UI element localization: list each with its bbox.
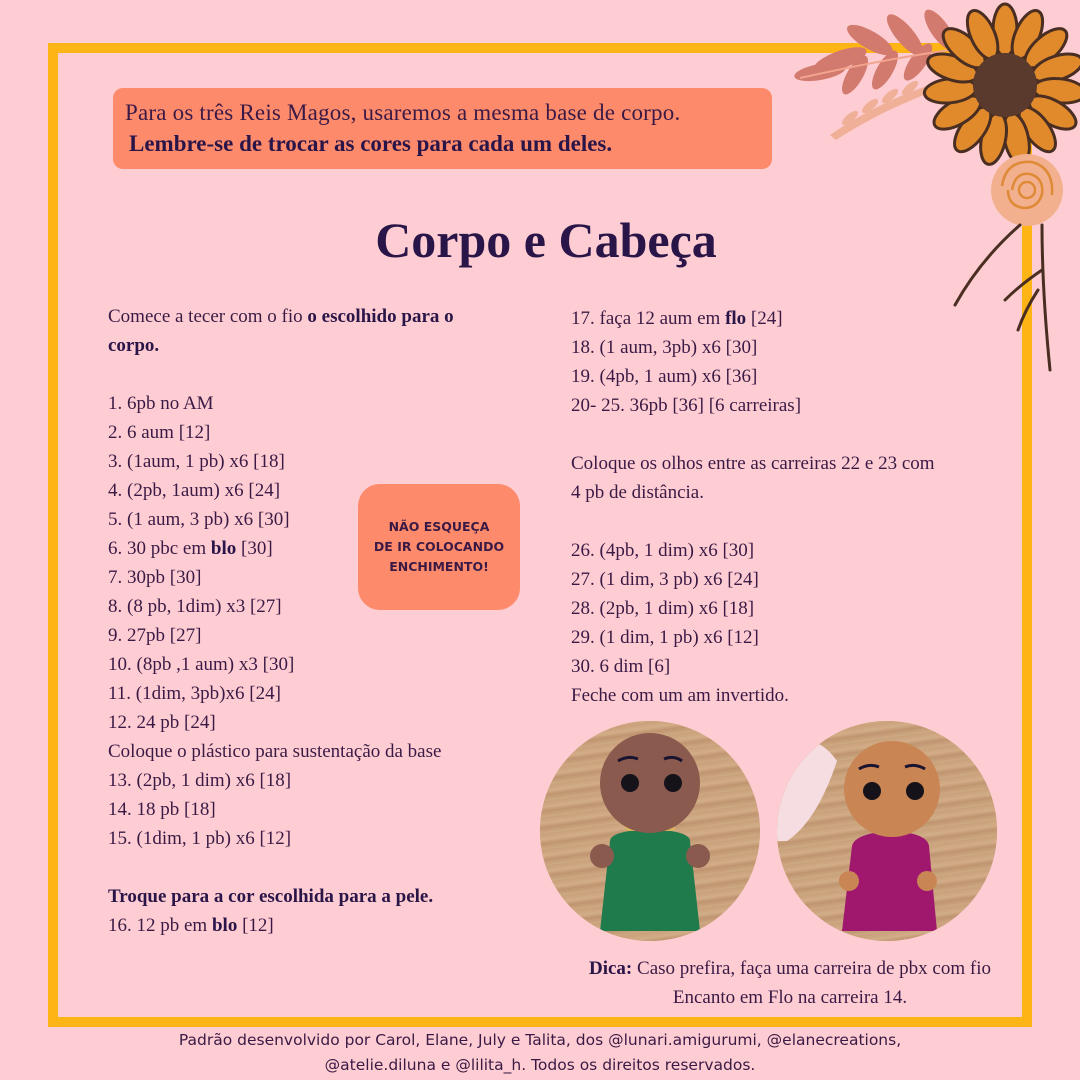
intro-plain: Comece a tecer com o fio (108, 306, 308, 327)
instructions-right-column (571, 304, 991, 710)
instruction-note: Coloque o plástico para sustentação da base (108, 741, 442, 762)
tip-text: Dica: Caso prefira, faça uma carreira de pbx com fio Encanto em Flo na carreira 14. (589, 958, 991, 1008)
doll-illustration-icon (777, 721, 997, 941)
change-color-heading: Troque para a cor escolhida para a pele. (108, 886, 434, 907)
round-item: 29. (1 dim, 1 pb) x6 [12] (571, 627, 759, 648)
eyes-instruction: Coloque os olhos entre as carreiras 22 e 23 com (571, 453, 935, 474)
intro-text (108, 302, 508, 360)
round-item: 16. 12 pb em blo [12] (108, 915, 274, 936)
round-item: 5. (1 aum, 3 pb) x6 [30] (108, 509, 290, 530)
round-item: 13. (2pb, 1 dim) x6 [18] (108, 770, 292, 791)
round-item: 4. (2pb, 1aum) x6 [24] (108, 480, 281, 501)
page-title: Corpo e Cabeça (375, 212, 717, 268)
round-item: 26. (4pb, 1 dim) x6 [30] (571, 540, 755, 561)
intro-banner (113, 88, 772, 169)
round-item: 9. 27pb [27] (108, 625, 202, 646)
intro-bold: o escolhido para o corpo. (108, 306, 454, 356)
round-item: 7. 30pb [30] (108, 567, 202, 588)
round-item: 17. faça 12 aum em flo [24] (571, 308, 783, 329)
round-item: 28. (2pb, 1 dim) x6 [18] (571, 598, 755, 619)
closing-instruction: Feche com um am invertido. (571, 685, 789, 706)
round-item: 30. 6 dim [6] (571, 656, 671, 677)
banner-line-2: Lembre-se de trocar as cores para cada um deles. (129, 131, 613, 156)
round-item: 3. (1aum, 1 pb) x6 [18] (108, 451, 285, 472)
round-item: 10. (8pb ,1 aum) x3 [30] (108, 654, 295, 675)
footer-credits: Padrão desenvolvido por Carol, Elane, July e Talita, dos @lunari.amigurumi, @elanecreations, @atelie.diluna e @lilita_h. Todos os direitos reservados. (178, 1031, 902, 1074)
round-item: 2. 6 aum [12] (108, 422, 211, 443)
round-item: 20- 25. 36pb [36] [6 carreiras] (571, 395, 802, 416)
round-item: 6. 30 pbc em blo [30] (108, 538, 273, 559)
round-item: 1. 6pb no AM (108, 393, 214, 414)
round-item: 15. (1dim, 1 pb) x6 [12] (108, 828, 292, 849)
round-item: 11. (1dim, 3pb)x6 [24] (108, 683, 281, 704)
tip-label: Dica: (589, 958, 633, 979)
round-item: 19. (4pb, 1 aum) x6 [36] (571, 366, 758, 387)
round-item: 27. (1 dim, 3 pb) x6 [24] (571, 569, 759, 590)
eyes-instruction: 4 pb de distância. (571, 482, 704, 503)
round-item: 18. (1 aum, 3pb) x6 [30] (571, 337, 758, 358)
amigurumi-photo-green (540, 721, 760, 941)
round-item: 8. (8 pb, 1dim) x3 [27] (108, 596, 282, 617)
round-item: 12. 24 pb [24] (108, 712, 216, 733)
banner-line-1: Para os três Reis Magos, usaremos a mesma base de corpo. (125, 100, 681, 125)
doll-illustration-icon (540, 721, 760, 941)
stuffing-reminder-badge: NÃO ESQUEÇA DE IR COLOCANDO ENCHIMENTO! (358, 484, 520, 610)
instructions-left-column (108, 302, 508, 940)
round-item: 14. 18 pb [18] (108, 799, 216, 820)
amigurumi-photo-magenta (777, 721, 997, 941)
